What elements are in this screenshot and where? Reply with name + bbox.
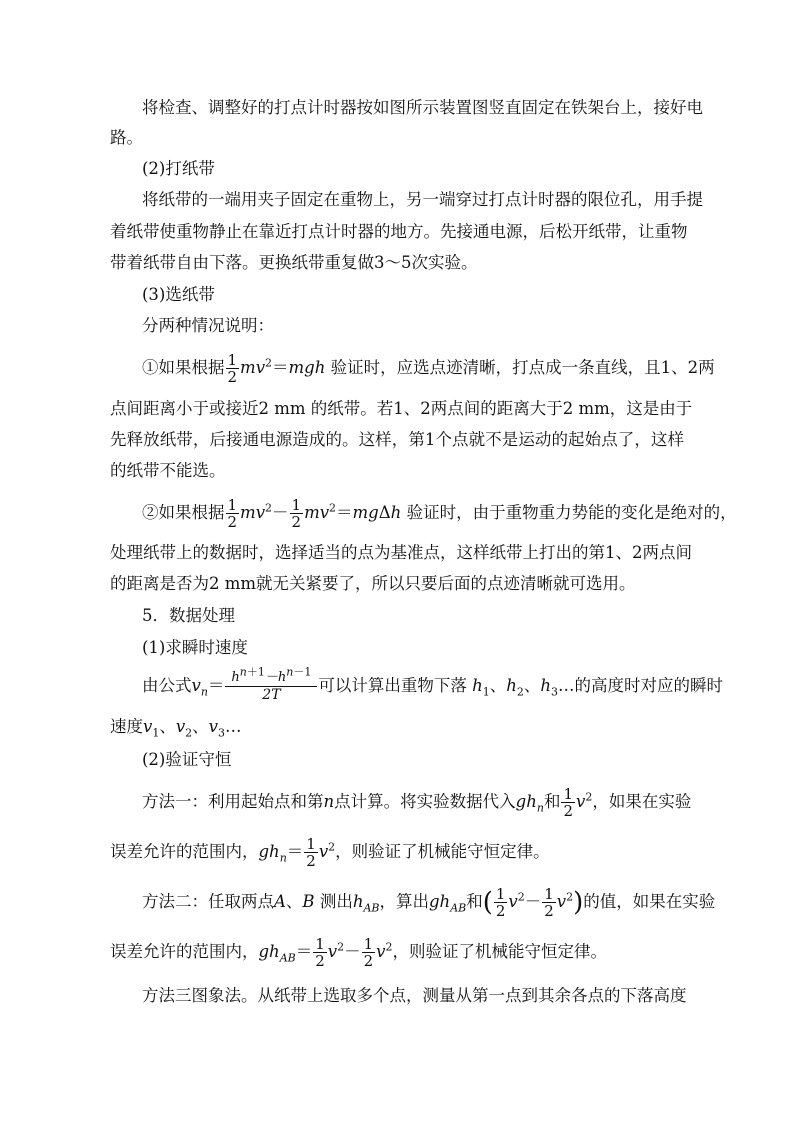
formula-mv2-mgh: mv bbox=[240, 358, 266, 377]
paragraph-9-line-1: 方法三图象法。从纸带上选取多个点，测量从第一点到其余各点的下落高度 bbox=[142, 986, 687, 1005]
paragraph-7-line-2: 误差允许的范围内，$gh_n=$ $\frac{1}{2}$ $v^2$，则验证了机械能守恒定律。 bbox=[110, 835, 550, 870]
velocity-fraction: $\frac{h^{n+1}-h^{n-1}}{2T}$ bbox=[225, 670, 317, 703]
paragraph-6-line-1: 由公式$v_n=$ $\frac{h^{n+1}-h^{n-1}}{2T}$ 可以计算出重物下落 $h_1$、$h_2$、$h_3\dots$的高度时对应的瞬时 bbox=[142, 665, 724, 703]
subsection-instant-velocity-title: (1)求瞬时速度 bbox=[142, 638, 248, 657]
case-1-lead: ①如果根据 bbox=[142, 358, 225, 377]
paragraph-5-line-1: ②如果根据 $\frac{1}{2}$ $mv^2-$ $\frac{1}{2}$ $mv^2=mg\Delta h$ 验证时，由于重物重力势能的变化是绝对的， bbox=[142, 496, 737, 531]
paragraph-6-line-2: 速度$v_1$、$v_2$、$v_3\dots$ bbox=[110, 717, 242, 740]
fraction-half: $\frac{1}{2}$ bbox=[227, 351, 238, 386]
paragraph-4-line-3: 先释放纸带，后接通电源造成的。这样，第1个点就不是运动的起始点了，这样 bbox=[110, 430, 684, 449]
subsection-verify-conservation-title: (2)验证守恒 bbox=[142, 750, 232, 769]
case-2-lead: ②如果根据 bbox=[142, 503, 225, 522]
paragraph-3-line-1: 分两种情况说明： bbox=[142, 316, 274, 335]
section-print-tape-title: (2)打纸带 bbox=[142, 159, 215, 178]
case-2-text: 验证时，由于重物重力势能的变化是绝对的， bbox=[406, 503, 737, 522]
paragraph-7-line-1: 方法一：利用起始点和第n点计算。将实验数据代入$gh_n$和 $\frac{1}{2}$ $v^2$，如果在实验 bbox=[142, 785, 692, 820]
case-1-text: 验证时，应选点迹清晰，打点成一条直线，且1、2两 bbox=[330, 358, 715, 377]
paragraph-5-line-3: 的距离是否为2 mm就无关紧要了，所以只要后面的点迹清晰就可选用。 bbox=[110, 574, 636, 593]
paragraph-4-line-1: ①如果根据 $\frac{1}{2}$ $mv^2=mgh$ 验证时，应选点迹清晰，打点成一条直线，且1、2两 bbox=[142, 351, 715, 386]
section-data-processing-title: 5．数据处理 bbox=[142, 606, 235, 625]
paragraph-2-line-3: 带着纸带自由下落。更换纸带重复做3～5次实验。 bbox=[110, 253, 478, 272]
section-select-tape-title: (3)选纸带 bbox=[142, 285, 215, 304]
paragraph-4-line-4: 的纸带不能选。 bbox=[110, 461, 226, 480]
paragraph-8-line-1: 方法二：任取两点A、B 测出$h_{AB}$，算出$gh_{AB}$和( $\frac{1}{2}$ $v^2-$ $\frac{1}{2}$ $v^2$)的值，如果在实验 bbox=[142, 885, 716, 920]
paragraph-8-line-2: 误差允许的范围内，$gh_{AB}=$ $\frac{1}{2}$ $v^2-$ $\frac{1}{2}$ $v^2$，则验证了机械能守恒定律。 bbox=[110, 935, 607, 970]
paragraph-5-line-2: 处理纸带上的数据时，选择适当的点为基准点，这样纸带上打出的第1、2两点间 bbox=[110, 543, 692, 562]
paragraph-2-line-1: 将纸带的一端用夹子固定在重物上，另一端穿过打点计时器的限位孔，用手提 bbox=[142, 190, 703, 209]
paragraph-2-line-2: 着纸带使重物静止在靠近打点计时器的地方。先接通电源，后松开纸带，让重物 bbox=[110, 222, 688, 241]
paragraph-1-line-1: 将检查、调整好的打点计时器按如图所示装置图竖直固定在铁架台上，接好电 bbox=[142, 98, 703, 117]
paragraph-1-line-2: 路。 bbox=[110, 128, 143, 147]
paragraph-4-line-2: 点间距离小于或接近2 mm 的纸带。若1、2两点间的距离大于2 mm，这是由于 bbox=[110, 399, 693, 418]
